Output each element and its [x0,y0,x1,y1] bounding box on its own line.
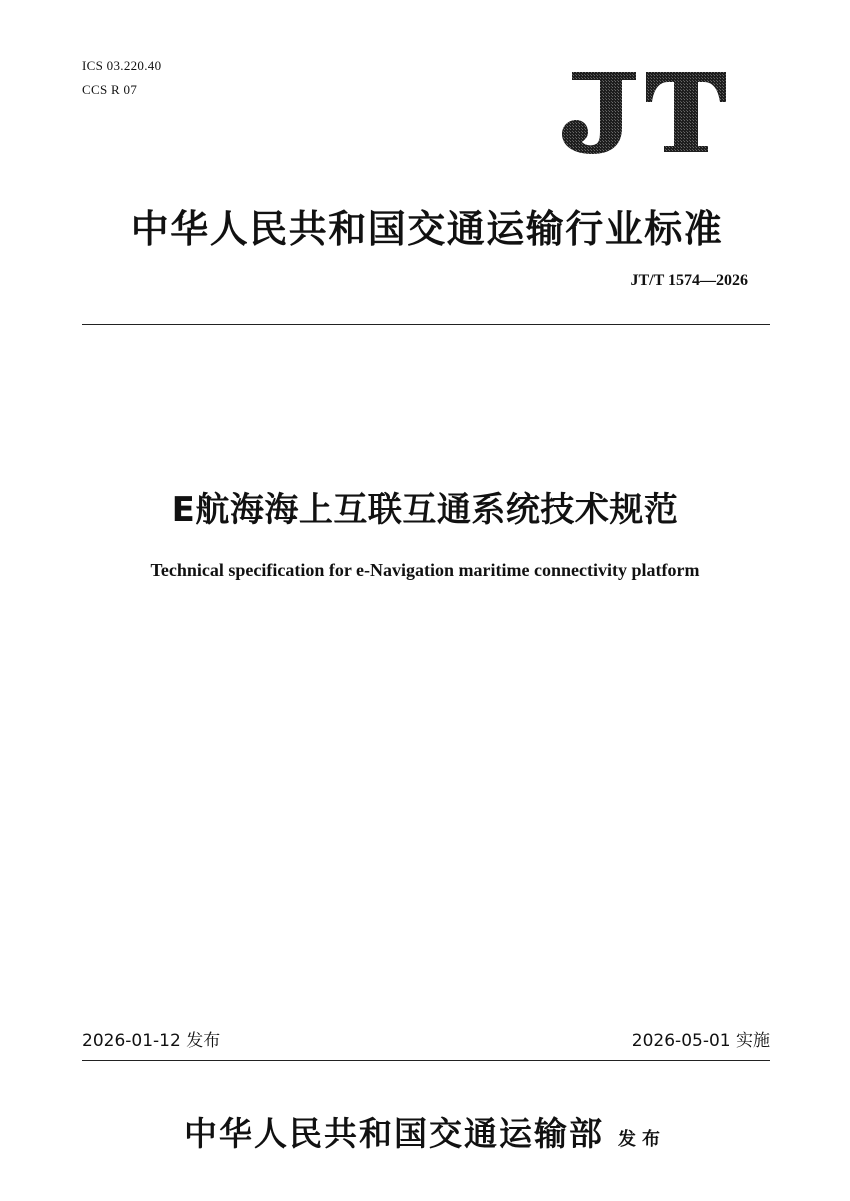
issue-date: 2026-01-12 发布 [82,1031,221,1051]
document-title-cn: E航海海上互联互通系统技术规范 [171,490,679,530]
standard-number: JT/T 1574—2026 [630,272,748,289]
ics-code: ICS 03.220.40 [82,58,162,73]
publisher-name: 中华人民共和国交通运输部 [184,1114,604,1153]
publisher-suffix: 发布 [618,1129,666,1150]
document-title-en: Technical specification for e-Navigation maritime connectivity platform [150,560,700,580]
top-divider [82,324,770,325]
authority-title: 中华人民共和国交通运输行业标准 [130,206,724,251]
implementation-date: 2026-05-01 实施 [631,1031,770,1051]
publisher-line [0,1108,850,1155]
bottom-divider [82,1060,770,1061]
jt-logo [558,72,728,154]
ccs-code: CCS R 07 [82,82,138,97]
